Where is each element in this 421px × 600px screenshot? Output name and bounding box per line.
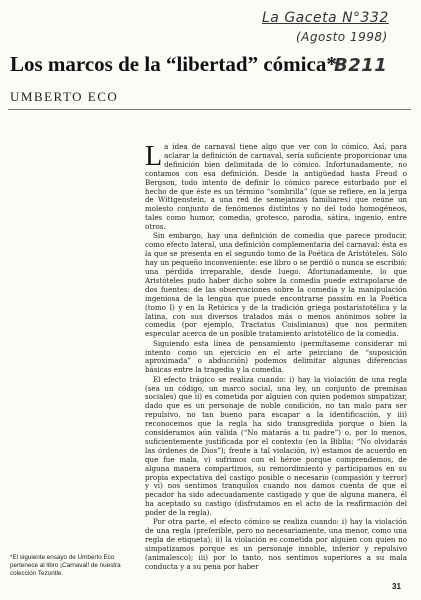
footnote: *El siguiente ensayo de Umberto Eco pertenece al libro ¡Carnaval! de nuestra colección Tezontle. (10, 554, 121, 577)
body-paragraph (145, 143, 407, 232)
article-body (145, 143, 407, 572)
handwritten-catalog-number: B211 (334, 55, 388, 76)
page-number: 31 (392, 582, 401, 591)
paragraph-text: a idea de carnaval tiene algo que ver con lo cómico. Así, para aclarar la definición de carnaval, sería suficiente proporcionar una definición bien delimitada de lo cómico. Infortunadamente, no contamos con esa definición. Desde la antigüedad hasta Freud o Bergson, todo intento de definir lo cómico parece estorbado por el hecho de que éste es un término “sombrilla” (que se refiere, en la jerga de Wittgenstein, a una red de semejanzas familiares) que reúne un molesto conjunto de fenómenos distintos y no del todo homogéneos, tales como humor, comedia, grotesco, parodia, sátira, ingenio, entre otros. (145, 142, 407, 232)
article-author: UMBERTO ECO (10, 89, 119, 104)
body-paragraph: Siguiendo esta línea de pensamiento (permítaseme considerar mi intento como un ejercicio en el arte peirciano de “suposición aproximada” o abducción) podemos delimitar algunas diferencias básicas entre la tragedia y la comedia. (145, 338, 407, 375)
article-title: Los marcos de la “libertad” cómica* (10, 52, 337, 76)
body-paragraph: Sin embargo, hay una definición de comedia que parece producir, como efecto lateral, una definición complementaria del carnaval: ésta es la que se presenta en el segundo tomo de la Poética de Aristóteles. Sólo hay un pequeño inconveniente: ese libro o se perdió o nunca se escribió; una pérdida irreparable, desde luego. Afortunadamente, lo que Aristóteles pudo haber dicho sobre la comedia puede extrapolarse de dos fuentes: de las observaciones sobre la comedia y la manipulación ingeniosa de la lengua que puede encontrarse passim en la Poética (tomo I) y en la Retórica y de la tradición griega postaristotélica y la latina, con sus diversos tratados más o menos anónimos sobre la comedia (por ejemplo, Tractatus Coislinianus) que nos permiten especular acerca de un posible tratamiento aristotélico de la comedia. (145, 231, 407, 339)
body-paragraph: El efecto trágico se realiza cuando: i) hay la violación de una regla (sea un código, un marco social, una ley, un conjunto de premisas sociales) que ii) es cometida por alguien con quien podemos simpatizar, dado que es un personaje de noble condición, no tan malo para ser repulsivo, no tan bueno para escapar a la identificación, y iii) reconocemos que la regla ha sido transgredida porque o bien la consideramos aún válida (“No matarás a tu padre”) o, por lo menos, suficientemente justificada por el contexto (en la Biblia: “No olvidarás las órdenes de Dios”); frente a tal violación, iv) estamos de acuerdo en que fue mala, v) sufrimos con el héroe porque comprendemos, de alguna manera compartimos, su remordimiento y participamos en su propia expectativa del castigo posible o necesario (compasión y terror) y vi) nos sentimos tranquilos cuando nos damos cuenta de que el pecador ha sido adecuadamente castigado y que de alguna manera, él ha aceptado su castigo (disfrutamos en el acto de la reafirmación del poder de la regla). (145, 374, 407, 518)
handwritten-date-note: (Agosto 1998) (296, 30, 388, 44)
body-paragraph: Por otra parte, el efecto cómico se realiza cuando: i) hay la violación de una regla (preferible, pero no necesariamente, una menor, como una regla de etiqueta); ii) la violación es cometida por alguien con quien no simpatizamos porque es un personaje innoble, inferior y repulsivo (animalesco); iii) por lo tanto, nos sentimos superiores a su mala conducta y a su pena por haber (145, 517, 407, 571)
title-divider (8, 109, 411, 110)
drop-cap: L (145, 141, 163, 172)
handwritten-issue-note: La Gaceta N°332 (262, 10, 389, 26)
